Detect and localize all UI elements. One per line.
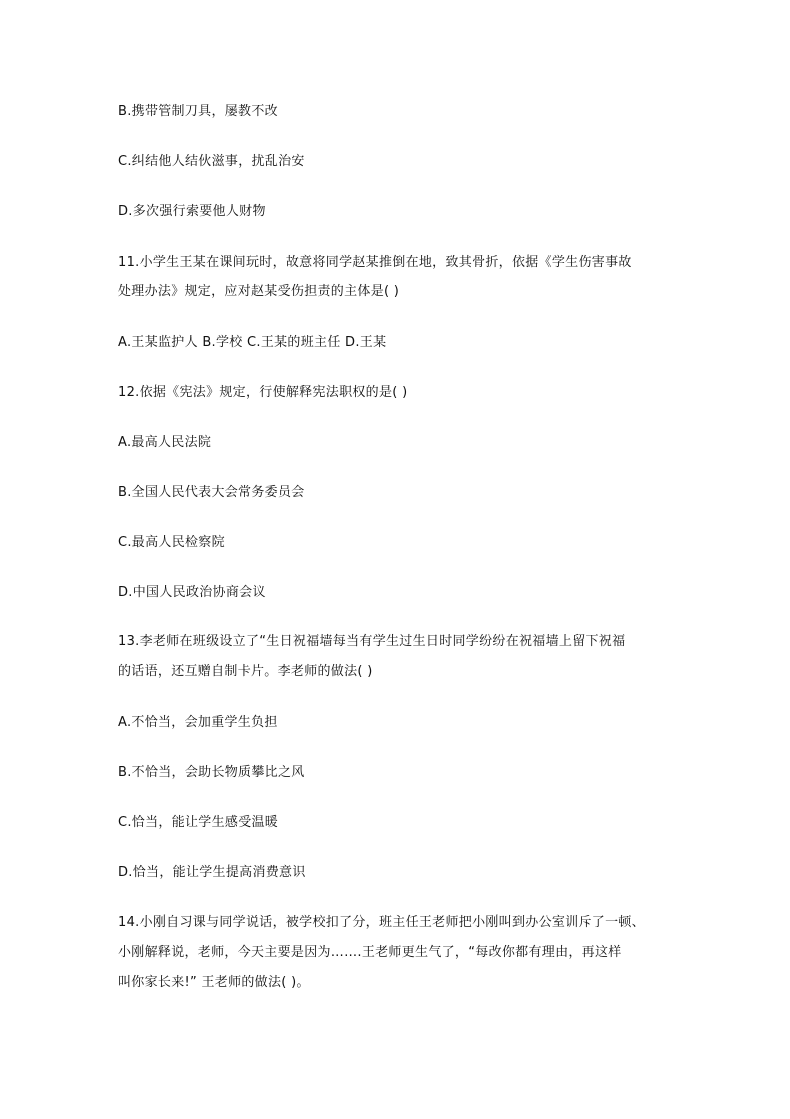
question-13-line-2: 的话语，还互赠自制卡片。李老师的做法( ): [118, 664, 373, 679]
option-13a: A.不恰当，会加重学生负担: [118, 715, 278, 730]
option-13d: D.恰当，能让学生提高消费意识: [118, 865, 306, 880]
question-11-options: A.王某监护人 B.学校 C.王某的班主任 D.王某: [118, 335, 387, 350]
option-12b: B.全国人民代表大会常务委员会: [118, 485, 305, 500]
question-14-line-1: 14.小刚自习课与同学说话，被学校扣了分，班主任王老师把小刚叫到办公室训斥了一顿、: [118, 915, 645, 930]
option-12a: A.最高人民法院: [118, 435, 212, 450]
question-14-line-2: 小刚解释说，老师，今天主要是因为…….王老师更生气了，“每改你都有理由，再这样: [118, 945, 622, 960]
option-13c: C.恰当，能让学生感受温暖: [118, 815, 279, 830]
option-13b: B.不恰当，会助长物质攀比之风: [118, 765, 305, 780]
question-11-line-2: 处理办法》规定，应对赵某受伤担责的主体是( ): [118, 284, 400, 299]
question-12: 12.依据《宪法》规定，行使解释宪法职权的是( ): [118, 385, 408, 400]
option-10b: B.携带管制刀具，屡教不改: [118, 104, 278, 119]
question-11-line-1: 11.小学生王某在课间玩时，故意将同学赵某推倒在地，致其骨折，依据《学生伤害事故: [118, 255, 632, 270]
question-13-line-1: 13.李老师在班级设立了“生日祝福墙每当有学生过生日时同学纷纷在祝福墙上留下祝福: [118, 634, 626, 649]
option-10c: C.纠结他人结伙滋事，扰乱治安: [118, 154, 305, 169]
option-10d: D.多次强行索要他人财物: [118, 204, 266, 219]
option-12d: D.中国人民政治协商会议: [118, 585, 266, 600]
option-12c: C.最高人民检察院: [118, 535, 225, 550]
question-14-line-3: 叫你家长来!” 王老师的做法( )。: [118, 975, 310, 990]
